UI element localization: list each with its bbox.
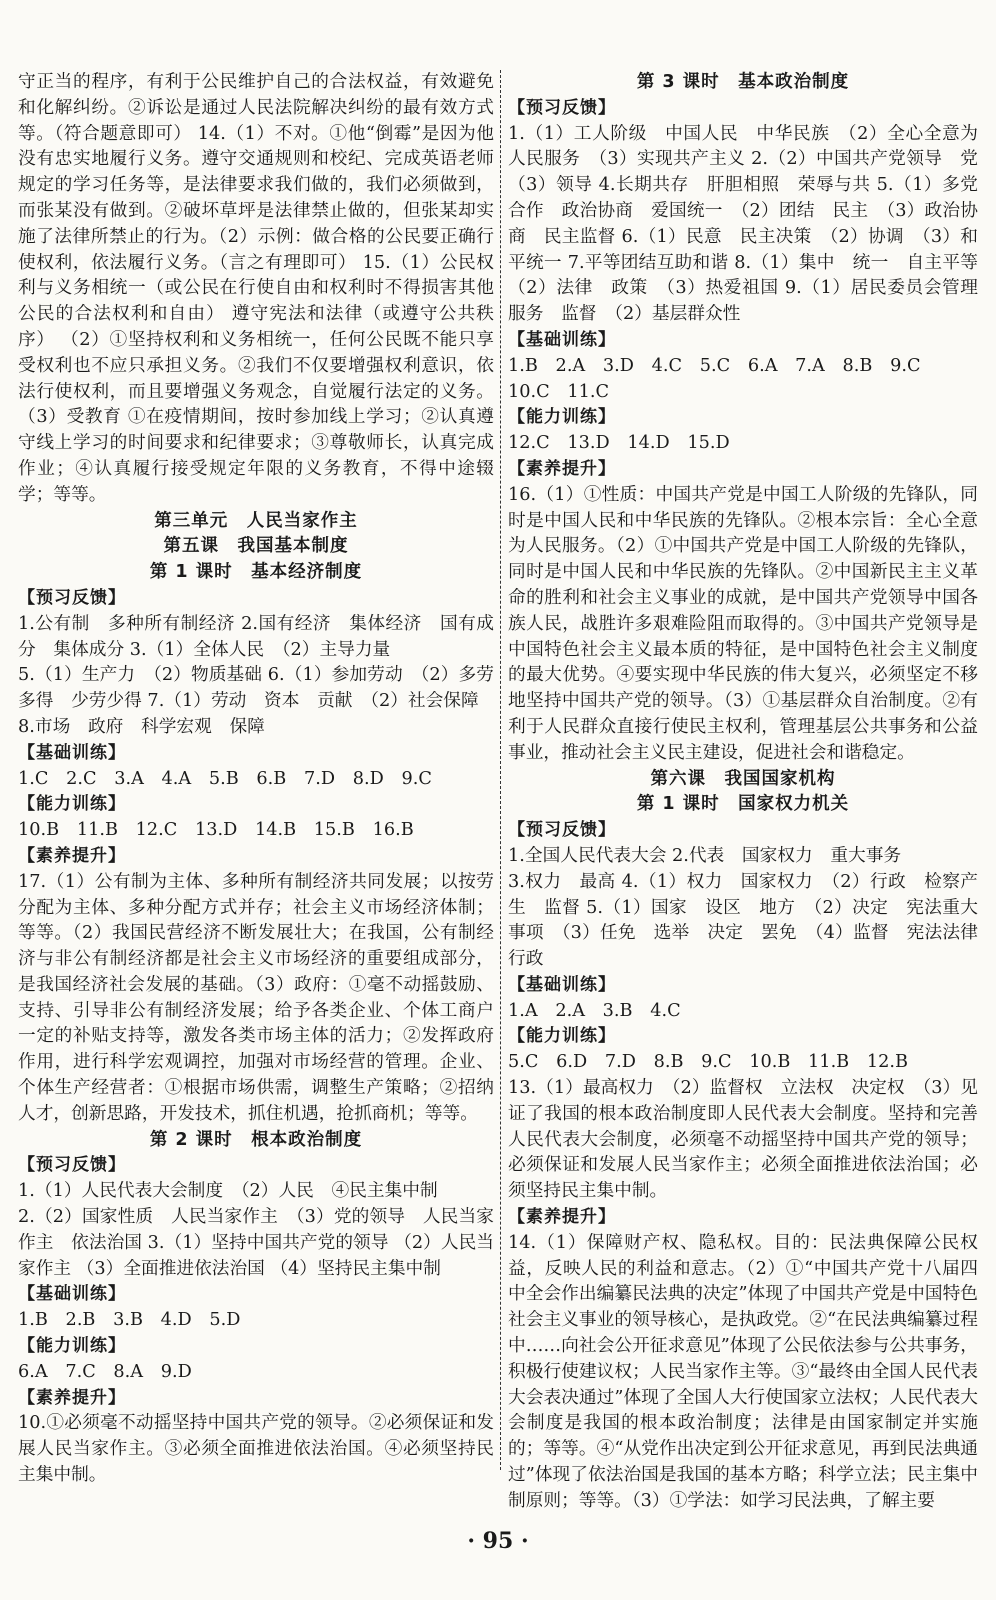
answer-paragraph: 1.A 2.A 3.B 4.C [508,1000,681,1021]
answer-paragraph: 守正当的程序，有利于公民维护自己的合法权益，有效避免和化解纠纷。②诉讼是通过人民法院解决纠纷的最有效方式等。（符合题意即可） 14.（1）不对。①他“倒霉”是因为他没有忠实地履行义务。遵守交通规则和校纪、完成英语老师规定的学习任务等，是法律要求我们做的，我们必须做到，而张某没有做到。②破坏草坪是法律禁止做的，但张某却实施了法律所禁止的行为。（2）示例：做合格的公民要正确行使权利，依法履行义务。（言之有理即可） 15.（1）公民权利与义务相统一（或公民在行使自由和权利时不得损害其他公民的合法权利和自由） 遵守宪法和法律（或遵守公共秩序） （2）①坚持权利和义务相统一，任何公民既不能只享受权利也不应只承担义务。②我们不仅要增强权利意识，依法行使权利，而且要增强义务观念，自觉履行法定的义务。（3）受教育 ①在疫情期间，按时参加线上学习；②认真遵守线上学习的时间要求和纪律要求；③尊敬师长，认真完成作业；④认真履行接受规定年限的义务教育，不得中途辍学；等等。 [18,72,494,505]
subsection-label: 【素养提升】 [508,1207,616,1228]
answer-paragraph: 10.B 11.B 12.C 13.D 14.B 15.B 16.B [18,820,414,841]
answer-paragraph: 10.①必须毫不动摇坚持中国共产党的领导。②必须保证和发展人民当家作主。③必须全面推进依法治国。④必须坚持民主集中制。 [18,1413,494,1486]
answer-paragraph: 5.（1）生产力 （2）物质基础 6.（1）参加劳动 （2）多劳多得 少劳少得 7.（1）劳动 资本 贡献 （2）社会保障 [18,665,494,712]
subsection-label: 【预习反馈】 [18,1155,126,1176]
subsection-label: 【基础训练】 [18,1284,126,1305]
subsection-label: 【能力训练】 [18,1336,126,1357]
answer-paragraph: 1.C 2.C 3.A 4.A 5.B 6.B 7.D 8.D 9.C [18,768,432,789]
subsection-label: 【预习反馈】 [508,97,616,118]
answer-paragraph: 1.B 2.B 3.B 4.D 5.D [18,1310,241,1331]
left-column [18,70,494,1489]
answer-paragraph: 3.权力 最高 4.（1）权力 国家权力 （2）行政 检察产生 监督 5.（1）国家 设区 地方 （2）决定 宪法重大事项 （3）任免 选举 决定 罢免 （4）监督 宪法法律 行政 [508,871,996,970]
subsection-label: 【基础训练】 [508,974,616,995]
subsection-label: 【素养提升】 [18,845,126,866]
section-heading: 第六课 我国国家机构 [650,768,836,789]
subsection-label: 【素养提升】 [18,1387,126,1408]
subsection-label: 【基础训练】 [508,329,616,350]
answer-paragraph: 6.A 7.C 8.A 9.D [18,1361,192,1382]
answer-paragraph: 1.（1）工人阶级 中国人民 中华民族 （2）全心全意为人民服务 （3）实现共产主义 2.（2）中国共产党领导 党（3）领导 4.长期共存 肝胆相照 荣辱与共 5.（1）多党合作 政治协商 爱国统一 （2）团结 民主 （3）政治协商 民主监督 6.（1）民意 民主决策 （2）协调 （3）和平统一 7.平等团结互助和谐 8.（1）集中 统一 自主平等 （2）法律 政策 （3）热爱祖国 9.（1）居民委员会管理 服务 监督 （2）基层群众性 [508,123,996,325]
subsection-label: 【基础训练】 [18,742,126,763]
section-heading: 第 3 课时 基本政治制度 [636,72,850,92]
page-number: · 95 · [467,1528,529,1554]
answer-paragraph: 8.市场 政府 科学宏观 保障 [18,716,265,737]
subsection-label: 【预习反馈】 [18,587,126,608]
answer-paragraph: 5.C 6.D 7.D 8.B 9.C 10.B 11.B 12.B [508,1052,908,1073]
right-column [508,70,996,1515]
subsection-label: 【预习反馈】 [508,820,616,841]
answer-paragraph: 16.（1）①性质：中国共产党是中国工人阶级的先锋队，同时是中国人民和中华民族的先锋队。②根本宗旨：全心全意为人民服务。（2）①中国共产党是中国工人阶级的先锋队，同时是中国人民和中华民族的先锋队。②中国新民主主义革命的胜利和社会主义事业的成就，是中国共产党领导中国各族人民，战胜许多艰难险阻而取得的。③中国共产党领导是中国特色社会主义最本质的特征，是中国特色社会主义制度的最大优势。④要实现中华民族的伟大复兴，必须坚定不移地坚持中国共产党的领导。（3）①基层群众自治制度。②有利于人民群众直接行使民主权利，管理基层公共事务和公益事业，推动社会主义民主建设，促进社会和谐稳定。 [508,484,978,763]
subsection-label: 【能力训练】 [508,407,616,428]
answer-paragraph: 17.（1）公有制为主体、多种所有制经济共同发展；以按劳分配为主体、多种分配方式并存；社会主义市场经济体制；等等。（2）我国民营经济不断发展壮大；在我国，公有制经济与非公有制经济都是社会主义市场经济的重要组成部分，是我国经济社会发展的基础。（3）政府：①毫不动摇鼓励、支持、引导非公有制经济发展；给予各类企业、个体工商户一定的补贴支持等，激发各类市场主体的活力；②发挥政府作用，进行科学宏观调控，加强对市场经营的管理。企业、个体生产经营者：①根据市场供需，调整生产策略；②招纳人才，创新思路，开发技术，抓住机遇，抢抓商机；等等。 [18,871,494,1124]
answer-paragraph: 1.公有制 多种所有制经济 2.国有经济 集体经济 国有成分 集体成分 3.（1）全体人民 （2）主导力量 [18,613,494,660]
answer-paragraph: 1.（1）人民代表大会制度 （2）人民 ④民主集中制 [18,1181,438,1202]
section-heading: 第三单元 人民当家作主 [154,510,358,531]
subsection-label: 【素养提升】 [508,458,616,479]
subsection-label: 【能力训练】 [508,1026,616,1047]
answer-paragraph: 13.（1）最高权力 （2）监督权 立法权 决定权 （3）见证了我国的根本政治制度即人民代表大会制度。坚持和完善人民代表大会制度，必须毫不动摇坚持中国共产党的领导；必须保证和发展人民当家作主；必须全面推进依法治国；必须坚持民主集中制。 [508,1078,978,1202]
section-heading: 第五课 我国基本制度 [163,536,349,557]
answer-paragraph: 14.（1）保障财产权、隐私权。目的：民法典保障公民权益，反映人民的利益和意志。（2）①“中国共产党十八届四中全会作出编纂民法典的决定”体现了中国共产党是中国特色社会主义事业的领导核心，是执政党。②“在民法典编纂过程中……向社会公开征求意见”体现了公民依法参与公共事务，积极行使建议权；人民当家作主等。③“最终由全国人民代表大会表决通过”体现了全国人大行使国家立法权；人民代表大会制度是我国的根本政治制度；法律是由国家制定并实施的；等等。④“从党作出决定到公开征求意见，再到民法典通过”体现了依法治国是我国的基本方略；科学立法；民主集中制原则；等等。（3）①学法：如学习民法典，了解主要 [508,1232,978,1511]
answer-paragraph: 12.C 13.D 14.D 15.D [508,433,730,454]
section-heading: 第 1 课时 国家权力机关 [636,794,850,815]
section-heading: 第 2 课时 根本政治制度 [149,1129,363,1150]
column-divider [500,70,501,1470]
answer-paragraph: 1.B 2.A 3.D 4.C 5.C 6.A 7.A 8.B 9.C [508,355,921,376]
answer-paragraph: 10.C 11.C [508,381,610,402]
section-heading: 第 1 课时 基本经济制度 [149,562,363,583]
answer-paragraph: 2.（2）国家性质 人民当家作主 （3）党的领导 人民当家作主 依法治国 3.（1）坚持中国共产党的领导 （2）人民当家作主 （3）全面推进依法治国 （4）坚持民主集中制 [18,1207,494,1279]
answer-paragraph: 1.全国人民代表大会 2.代表 国家权力 重大事务 [508,845,902,866]
subsection-label: 【能力训练】 [18,794,126,815]
